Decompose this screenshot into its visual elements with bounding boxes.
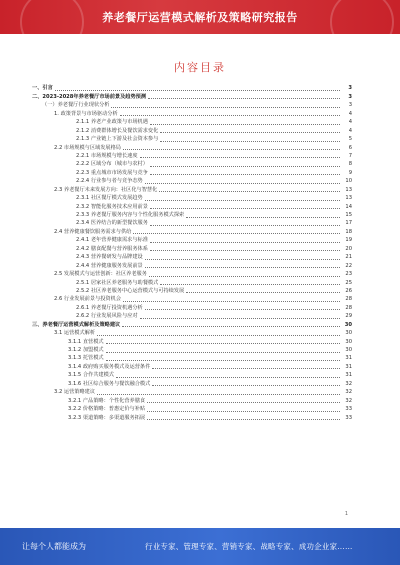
toc-entry[interactable] [32,396,352,404]
toc-entry-page: 5 [348,136,352,143]
toc-entry-page: 18 [345,228,352,235]
toc-entry[interactable] [32,278,352,286]
toc-entry[interactable] [32,126,352,134]
toc-entry-title: 2.3.2 智能化服务技术应用前景 [76,203,148,210]
toc-entry[interactable] [32,337,352,345]
toc-entry[interactable] [32,362,352,370]
toc-entry[interactable] [32,160,352,168]
toc-entry[interactable] [32,194,352,202]
toc-entry-title: 2.5.1 居家社区养老服务与助餐模式 [76,279,159,286]
toc-leader-dots [149,276,340,277]
toc-leader-dots [97,335,340,336]
footer-slogan: 让每个人都能成为 [22,542,86,551]
toc-entry-page: 30 [345,338,352,345]
toc-entry-page: 17 [345,220,352,227]
toc-entry-page: 4 [348,110,352,117]
toc-entry-page: 28 [345,296,352,303]
toc-entry-title: 2.4 营养健康餐饮服务需求与供给 [54,228,132,235]
toc-entry-title: 3.1.3 托管模式 [68,355,104,362]
toc-entry-page: 3 [348,102,352,109]
toc-leader-dots [147,402,340,403]
toc-entry-title: 2.1.2 消费群体增长及餐饮需求变化 [76,127,159,134]
toc-entry-page: 10 [345,178,352,185]
toc-leader-dots [106,352,340,353]
toc-leader-dots [120,115,340,116]
toc-entry-page: 32 [345,380,352,387]
toc-entry[interactable] [32,379,352,387]
toc-entry-title: 2.1.3 产业链上下游及社会资本参与 [76,136,159,143]
toc-entry-title: 3.2.3 渠道策略：多渠道服务拓展 [68,414,146,421]
toc-leader-dots [159,191,340,192]
toc-entry-title: 2.3.3 养老餐厅服务内容与个性化服务模式探索 [76,212,185,218]
toc-entry-title: 3.1 运营模式解析 [54,330,96,337]
toc-entry-title: 2.6.1 养老餐厅投资机遇分析 [76,304,143,311]
toc-entry[interactable] [32,185,352,193]
toc-entry-title: 2.4.1 老年营养健康需求与标准 [76,237,148,244]
toc-leader-dots [97,394,340,395]
toc-entry-title: （一）养老餐厅行业现状分析 [42,102,110,109]
toc-entry-title: 一、引言 [32,85,53,92]
toc-entry[interactable] [32,413,352,421]
toc-entry-title: 三、养老餐厅运营模式解析及策略建议 [32,321,121,328]
toc-entry[interactable] [32,270,352,278]
toc-entry-title: 2.3.4 医养结合的新型餐饮服务 [76,220,148,227]
footer-banner [0,528,400,565]
toc-entry-page: 19 [345,237,352,244]
toc-entry-page: 31 [345,363,352,370]
toc-leader-dots [150,208,340,209]
toc-entry-page: 9 [348,169,352,176]
toc-entry[interactable] [32,244,352,252]
toc-leader-dots [145,183,340,184]
toc-leader-dots [145,200,340,201]
toc-entry[interactable] [32,371,352,379]
toc-entry[interactable] [32,168,352,176]
toc-entry[interactable] [32,202,352,210]
toc-entry-page: 14 [345,203,352,210]
toc-entry-page: 3 [348,93,352,100]
toc-entry-title: 3.2 运营策略建议 [54,389,96,396]
toc-leader-dots [123,301,340,302]
toc-entry-title: 3.1.6 社区综合服务与餐饮融合模式 [68,380,151,387]
toc-entry[interactable] [32,354,352,362]
toc-entry-title: 二、2023-2028年养老餐厅市场前景及趋势预测 [32,93,147,100]
toc-leader-dots [111,107,340,108]
toc-entry-title: 2.3.1 社区餐厅模式发展趋势 [76,195,143,202]
toc-leader-dots [160,284,340,285]
toc-leader-dots [106,360,340,361]
toc-entry-title: 2.2.3 重点城市市场发展与竞争 [76,169,148,176]
toc-entry-page: 31 [345,355,352,362]
toc-leader-dots [147,411,340,412]
toc-entry-title: 2.1.1 养老产业政策与市场机遇 [76,119,148,126]
toc-entry[interactable] [32,388,352,396]
toc-entry-title: 2.4.2 膳食配餐与营养服务体系 [76,245,148,252]
toc-entry[interactable] [32,303,352,311]
toc-entry-page: 25 [345,279,352,286]
toc-entry[interactable] [32,227,352,235]
toc-leader-dots [160,141,340,142]
toc-entry-page: 20 [345,245,352,252]
toc-entry-title: 2.6.2 行业发展风险与应对 [76,313,138,320]
toc-entry-page: 4 [348,119,352,126]
toc-leader-dots [186,292,340,293]
toc-entry-title: 2.4.3 营养餐研发与品牌建设 [76,254,143,261]
toc-entry-page: 30 [345,347,352,353]
toc-entry[interactable] [32,236,352,244]
toc-entry-title: 3.1.4 政府购买服务模式及运营条件 [68,363,151,370]
header-banner [0,0,400,34]
toc-leader-dots [150,174,340,175]
toc-entry-page: 30 [345,330,352,337]
toc-leader-dots [122,326,340,327]
toc-leader-dots [186,217,340,218]
toc-leader-dots [148,98,340,99]
toc-entry[interactable] [32,253,352,261]
toc-leader-dots [116,377,340,378]
table-of-contents [32,84,352,422]
toc-leader-dots [123,149,340,150]
toc-entry-page: 13 [345,195,352,202]
toc-entry[interactable] [32,329,352,337]
toc-entry-page: 13 [345,186,352,193]
toc-entry[interactable] [32,261,352,269]
toc-entry-page: 21 [345,254,352,261]
toc-entry-title: 3.2.1 产品策略：个性化营养膳食 [68,397,146,404]
toc-leader-dots [145,267,340,268]
toc-leader-dots [140,318,340,319]
toc-entry[interactable] [32,405,352,413]
toc-leader-dots [152,385,340,386]
toc-entry[interactable] [32,135,352,143]
toc-leader-dots [145,309,340,310]
toc-entry[interactable] [32,118,352,126]
toc-entry[interactable] [32,346,352,354]
toc-entry-page: 3 [348,85,352,92]
toc-leader-dots [160,132,340,133]
toc-entry-page: 28 [345,304,352,311]
footer-roles: 行业专家、管理专家、营销专家、战略专家、成功企业家…… [145,542,353,551]
toc-entry[interactable] [32,177,352,185]
toc-entry-page: 4 [348,127,352,134]
toc-entry-title: 2.4.4 营养健康服务发展前景 [76,262,143,269]
toc-leader-dots [145,259,340,260]
toc-entry[interactable] [32,109,352,117]
toc-entry-title: 2.5.2 社区养老服务中心运营模式与可持续发展 [76,287,185,294]
toc-entry-page: 31 [345,372,352,379]
toc-entry-title: 2.6 行业发展前景与投资机会 [54,296,121,303]
toc-leader-dots [106,343,340,344]
toc-entry-page: 22 [345,262,352,269]
toc-entry-title: 1. 政策背景与市场驱动分析 [54,110,118,117]
toc-entry-page: 33 [345,406,352,413]
toc-entry[interactable] [32,320,352,328]
toc-entry[interactable] [32,84,352,92]
toc-entry-title: 2.2.2 区域分布（城市与农村） [76,161,148,168]
toc-entry[interactable] [32,92,352,100]
toc-leader-dots [55,90,340,91]
toc-entry-title: 3.2.2 价格策略：普惠定价与补贴 [68,406,146,413]
toc-leader-dots [147,419,340,420]
toc-entry-page: 8 [348,161,352,168]
toc-entry-page: 15 [345,212,352,218]
toc-entry[interactable] [32,101,352,109]
toc-leader-dots [150,250,340,251]
toc-leader-dots [152,368,340,369]
toc-leader-dots [150,242,340,243]
toc-entry[interactable] [32,143,352,151]
toc-entry-page: 23 [345,271,352,278]
toc-leader-dots [150,225,340,226]
toc-leader-dots [140,157,340,158]
toc-entry-page: 7 [348,152,352,159]
toc-entry-title: 3.1.5 合作共建模式 [68,372,114,379]
toc-entry-page: 32 [345,397,352,404]
toc-entry[interactable] [32,312,352,320]
toc-entry-title: 3.1.1 直营模式 [68,338,104,345]
toc-entry[interactable] [32,219,352,227]
toc-leader-dots [150,166,340,167]
toc-entry-title: 2.2 市场规模与区域发展格局 [54,144,121,151]
toc-entry-title: 3.1.2 加盟模式 [68,347,104,353]
toc-entry-page: 30 [344,321,352,328]
toc-entry-page: 29 [345,313,352,320]
toc-entry-page: 33 [345,414,352,421]
toc-entry-page: 6 [348,144,352,151]
page-number: 1 [344,511,348,517]
report-title: 养老餐厅运营模式解析及策略研究报告 [102,11,298,24]
toc-leader-dots [150,124,340,125]
toc-entry[interactable] [32,152,352,160]
toc-entry-title: 2.3 养老餐厅未来发展方向：社区化与智慧化 [54,186,158,193]
toc-entry-page: 32 [345,389,352,396]
toc-entry-title: 2.5 发展模式与运营创新：社区养老服务 [54,271,147,278]
toc-heading: 内容目录 [174,61,226,74]
toc-entry-title: 2.2.4 行业参与者与竞争态势 [76,178,143,185]
toc-entry[interactable] [32,287,352,295]
toc-entry-page: 26 [345,287,352,294]
toc-entry[interactable] [32,211,352,219]
toc-leader-dots [133,233,340,234]
toc-entry[interactable] [32,295,352,303]
toc-entry-title: 2.2.1 市场规模与增长速度 [76,152,138,159]
